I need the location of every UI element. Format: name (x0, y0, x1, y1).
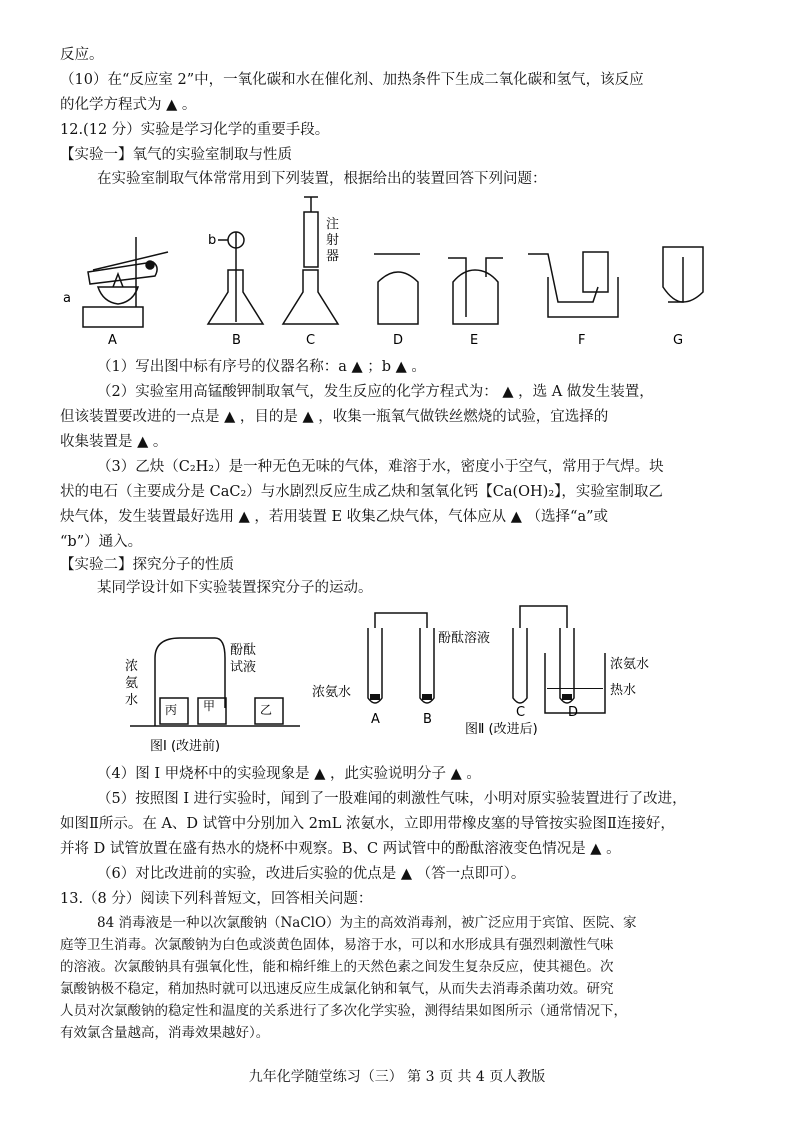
fig2-tube-D: D (568, 705, 579, 720)
stand-base-a (83, 307, 143, 327)
page-footer: 九年化学随堂练习（三） 第 3 页 共 4 页人教版 (248, 1069, 546, 1085)
line-18: （5）按照图 I 进行实验时，闻到了一股难闻的刺激性气味，小明对原实验装置进行了改进， (97, 791, 687, 807)
alcohol-lamp (98, 287, 138, 304)
line-15: 【实验二】探究分子的性质 (60, 557, 234, 573)
line-17: （4）图 I 甲烧杯中的实验现象是 ▲ ，此实验说明分子 ▲ 。 (97, 766, 481, 782)
molecule-experiment-figure (120, 598, 730, 758)
line-02: （10）在“反应室 2”中，一氧化碳和水在催化剂、加热条件下生成二氧化碳和氢气，该反应 (60, 72, 644, 88)
fig2-fenzhi-rongye: 酚酞溶液 (438, 631, 491, 646)
label-syringe-3: 器 (326, 249, 340, 264)
apparatus-figure (58, 192, 728, 352)
fig2-jia: 甲 (203, 699, 216, 713)
line-28: 有效氯含量越高，消毒效果越好）。 (60, 1025, 270, 1041)
fig2-tube-A: A (371, 712, 380, 727)
line-01: 反应。 (60, 47, 104, 63)
label-B: B (232, 333, 241, 348)
label-C: C (306, 333, 316, 348)
fig2-yi: 乙 (260, 703, 273, 717)
fig2-caption-2: 图Ⅱ (改进后) (465, 722, 538, 737)
label-D: D (393, 333, 404, 348)
line-10: 收集装置是 ▲ 。 (60, 434, 168, 450)
line-14: “b”）通入。 (60, 534, 143, 550)
fig2-nongan-a: 浓 (125, 659, 139, 674)
line-12: 状的电石（主要成分是 CaC₂）与水剧烈反应生成乙炔和氢氧化钙【Ca(OH)₂】，实验室制取乙 (60, 484, 663, 500)
line-23: 84 消毒液是一种以次氯酸钠（NaClO）为主的高效消毒剂，被广泛应用于宾馆、医院、家 (97, 915, 637, 931)
label-syringe-2: 射 (326, 233, 340, 248)
tube-B (420, 628, 434, 703)
line-07: （1）写出图中标有序号的仪器名称：a ▲ ；b ▲ 。 (97, 359, 426, 375)
tube-D (560, 628, 574, 703)
fig2-tube-B: B (423, 712, 432, 727)
line-09: 但该装置要改进的一点是 ▲ ，目的是 ▲ ，收集一瓶氧气做铁丝燃烧的试验，宜选择的 (60, 409, 609, 425)
line-03: 的化学方程式为 ▲ 。 (60, 97, 197, 113)
label-E: E (470, 333, 479, 348)
fig2-fenzhi-a: 酚酞 (230, 643, 257, 658)
fig2-bing: 丙 (165, 703, 178, 717)
flask-c (283, 270, 338, 324)
label-b: b (208, 233, 217, 248)
fig2-nongan-b: 氨 (125, 676, 139, 691)
line-24: 庭等卫生消毒。次氯酸钠为白色或淡黄色固体，易溶于水，可以和水形成具有强烈刺激性气味 (60, 937, 614, 953)
line-13: 炔气体，发生装置最好选用 ▲ ，若用装置 E 收集乙炔气体，气体应从 ▲ （选择“a”或 (60, 509, 609, 525)
line-11: （3）乙炔（C₂H₂）是一种无色无味的气体，难溶于水，密度小于空气，常用于气焊。块 (97, 459, 664, 475)
bottle-d (378, 272, 418, 324)
line-20: 并将 D 试管放置在盛有热水的烧杯中观察。B、C 两试管中的酚酞溶液变色情况是 ▲ 。 (60, 841, 621, 857)
line-06: 在实验室制取气体常常用到下列装置，根据给出的装置回答下列问题： (97, 171, 547, 187)
bottle-e (453, 270, 498, 324)
line-05: 【实验一】氧气的实验室制取与性质 (60, 147, 292, 163)
line-04: 12.(12 分）实验是学习化学的重要手段。 (60, 122, 330, 138)
tube-C (513, 628, 527, 703)
line-21: （6）对比改进前的实验，改进后实验的优点是 ▲ （答一点即可）。 (97, 866, 526, 882)
fig2-caption-1: 图I (改进前) (150, 739, 221, 754)
line-27: 人员对次氯酸钠的稳定性和温度的关系进行了多次化学实验，测得结果如图所示（通常情况下， (60, 1003, 627, 1019)
label-G: G (673, 333, 684, 348)
fig2-nongan-c: 水 (125, 693, 139, 708)
beaker-hot-water (545, 653, 605, 713)
fig2-reshui: 热水 (610, 683, 637, 698)
fig2-fenzhi-b: 试液 (230, 660, 257, 675)
tube-A (368, 628, 382, 703)
line-22: 13.（8 分）阅读下列科普短文，回答相关问题： (60, 891, 373, 907)
fig2-tube-C: C (516, 705, 526, 720)
line-26: 氯酸钠极不稳定，稍加热时就可以迅速反应生成氯化钠和氧气，从而失去消毒杀菌功效。研究 (60, 981, 614, 997)
fig2-nonganshui-2: 浓氨水 (610, 657, 650, 672)
line-16: 某同学设计如下实验装置探究分子的运动。 (97, 580, 373, 596)
label-syringe-1: 注 (326, 217, 340, 232)
line-19: 如图Ⅱ所示。在 A、D 试管中分别加入 2mL 浓氨水，立即用带橡皮塞的导管按实验图Ⅱ连接好， (60, 816, 675, 832)
fig2-nonganshui: 浓氨水 (312, 685, 352, 700)
label-A: A (108, 333, 117, 348)
line-25: 的溶液。次氯酸钠具有强氧化性，能和棉纤维上的天然色素之间发生复杂反应，使其褪色。次 (60, 959, 614, 975)
label-a: a (63, 291, 71, 306)
label-F: F (578, 333, 586, 348)
line-08: （2）实验室用高锰酸钾制取氧气，发生反应的化学方程式为： ▲ ，选 A 做发生装置， (97, 384, 654, 400)
